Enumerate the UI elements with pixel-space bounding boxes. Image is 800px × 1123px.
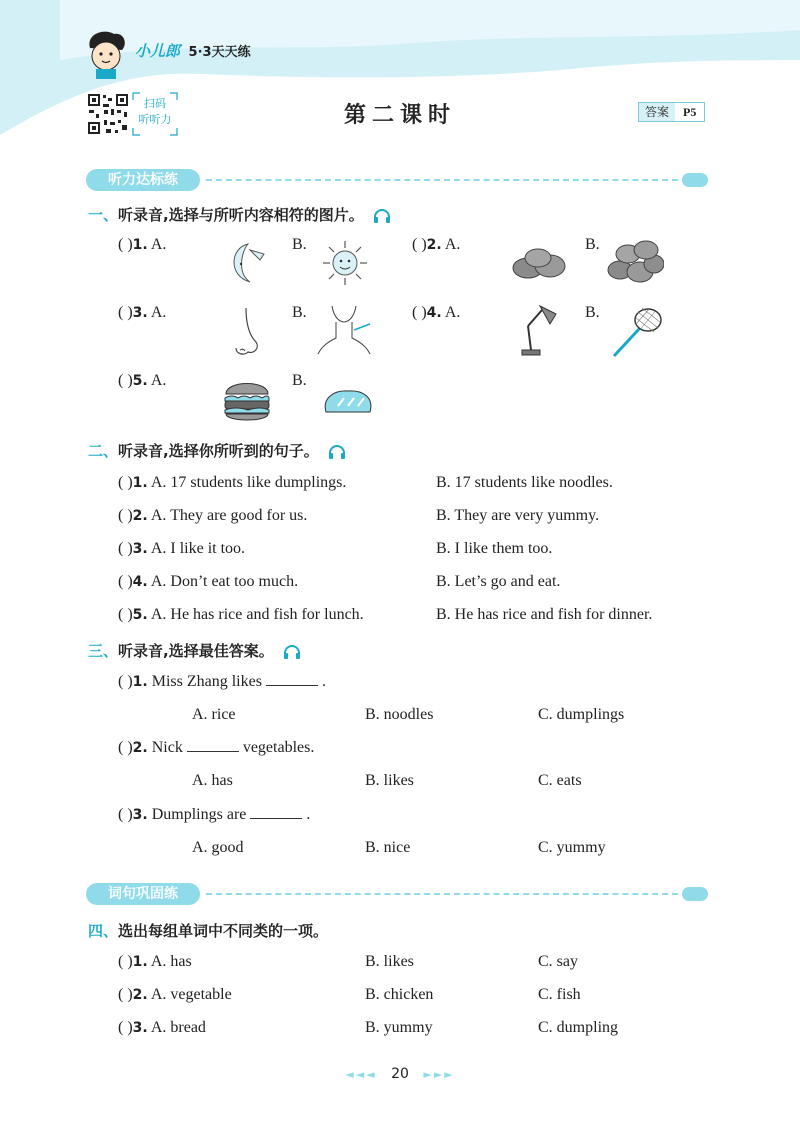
q4-item-2 xyxy=(118,986,232,1004)
fill-blank[interactable] xyxy=(250,806,302,819)
answer-bracket[interactable]: ( ) xyxy=(118,806,133,823)
question-2-title: 听录音,选择你所听到的句子。 xyxy=(118,442,319,460)
scan-line-1: 扫码 xyxy=(144,97,166,110)
question-2-number: 二、 xyxy=(88,442,119,460)
answer-bracket[interactable]: ( ) xyxy=(118,573,133,590)
item-number: 2. xyxy=(132,740,148,756)
option-b[interactable]: B. nice xyxy=(365,839,411,856)
option-a[interactable]: A. Don’t eat too much. xyxy=(150,573,299,590)
item-number: 5. xyxy=(132,373,148,389)
section-banner-vocab xyxy=(86,883,708,905)
option-c[interactable]: C. yummy xyxy=(538,839,606,856)
q2-item-4-b[interactable] xyxy=(436,573,560,591)
item-number: 3. xyxy=(132,305,148,321)
option-b[interactable]: B. xyxy=(292,304,307,321)
q3-item-3-stem xyxy=(118,806,310,824)
option-a[interactable]: A. rice xyxy=(192,706,236,723)
option-a[interactable]: A. bread xyxy=(150,1019,206,1036)
answer-bracket[interactable]: ( ) xyxy=(118,236,133,253)
question-4-number: 四、 xyxy=(88,922,119,940)
item-number: 3. xyxy=(132,807,148,823)
sun-icon xyxy=(320,238,370,288)
answer-label: 答案 xyxy=(639,103,675,121)
brand-name: 小儿郎 xyxy=(135,42,181,60)
answer-bracket[interactable]: ( ) xyxy=(118,986,133,1003)
q4-item-3-b[interactable] xyxy=(365,1019,433,1037)
question-1-number: 一、 xyxy=(88,206,119,224)
q4-item-3 xyxy=(118,1019,206,1037)
item-number: 2. xyxy=(426,237,442,253)
option-a[interactable]: A. vegetable xyxy=(150,986,232,1003)
section-title-vocab: 词句巩固练 xyxy=(86,883,200,905)
q3-item-1-a[interactable] xyxy=(192,706,236,724)
q4-item-2-b[interactable] xyxy=(365,986,433,1004)
option-c[interactable]: C. dumplings xyxy=(538,706,625,723)
hamburger-icon xyxy=(222,376,272,424)
answer-reference xyxy=(638,102,705,122)
option-a[interactable]: A. He has rice and fish for lunch. xyxy=(150,606,364,623)
banner-dash xyxy=(206,893,678,895)
q4-item-1 xyxy=(118,953,192,971)
stem-text: Nick xyxy=(151,739,183,756)
answer-bracket[interactable]: ( ) xyxy=(118,507,133,524)
question-1-heading xyxy=(88,204,391,225)
q3-item-2-a[interactable] xyxy=(192,772,233,790)
option-c[interactable]: C. eats xyxy=(538,772,582,789)
q1-item-4-b[interactable] xyxy=(585,304,600,322)
q3-item-2-b[interactable] xyxy=(365,772,414,790)
stem-text: Dumplings are xyxy=(151,806,247,823)
stem-end: vegetables. xyxy=(242,739,315,756)
option-a[interactable]: A. good xyxy=(192,839,244,856)
q1-item-2-b[interactable] xyxy=(585,236,600,254)
q3-item-2-stem xyxy=(118,739,314,757)
question-3-heading xyxy=(88,640,301,661)
question-2-heading xyxy=(88,440,346,461)
option-a[interactable]: A. 17 students like dumplings. xyxy=(150,474,347,491)
headphones-icon xyxy=(283,644,301,660)
potatoes-few-icon xyxy=(510,244,570,284)
page-number: 20 xyxy=(391,1066,409,1082)
q4-item-3-c[interactable] xyxy=(538,1019,618,1037)
answer-page: P5 xyxy=(683,105,697,119)
answer-bracket[interactable]: ( ) xyxy=(118,739,133,756)
item-number: 4. xyxy=(132,574,148,590)
mascot-boy-icon xyxy=(82,28,130,80)
q1-item-1 xyxy=(118,236,166,254)
option-b[interactable]: B. likes xyxy=(365,772,414,789)
section-title-listening: 听力达标练 xyxy=(86,169,200,191)
item-number: 1. xyxy=(132,475,148,491)
desk-lamp-icon xyxy=(516,304,560,358)
fill-blank[interactable] xyxy=(187,739,239,752)
option-b[interactable]: B. 17 students like noodles. xyxy=(436,474,613,491)
q4-item-1-b[interactable] xyxy=(365,953,414,971)
answer-bracket[interactable]: ( ) xyxy=(412,304,427,321)
stem-text: Miss Zhang likes xyxy=(151,673,262,690)
question-4-title: 选出每组单词中不同类的一项。 xyxy=(118,922,329,940)
q1-item-2 xyxy=(412,236,460,254)
option-b[interactable]: B. xyxy=(292,372,307,389)
option-a[interactable]: A. has xyxy=(192,772,233,789)
item-number: 4. xyxy=(426,305,442,321)
page-footer xyxy=(0,1066,800,1082)
moon-icon xyxy=(220,240,270,286)
q1-item-5 xyxy=(118,372,166,390)
scan-corner-brackets xyxy=(132,92,178,136)
q1-item-3-b[interactable] xyxy=(292,304,307,322)
option-b[interactable]: B. I like them too. xyxy=(436,540,553,557)
question-4-heading xyxy=(88,920,328,941)
q3-item-1-b[interactable] xyxy=(365,706,433,724)
stem-end: . xyxy=(306,806,311,823)
brand xyxy=(135,40,251,61)
option-b[interactable]: B. noodles xyxy=(365,706,434,723)
right-arrows-icon: ►►► xyxy=(423,1068,455,1081)
q1-item-4 xyxy=(412,304,460,322)
answer-bracket[interactable]: ( ) xyxy=(118,673,133,690)
question-3-title: 听录音,选择最佳答案。 xyxy=(118,642,274,660)
left-arrows-icon: ◄◄◄ xyxy=(345,1068,377,1081)
brand-series: 5·3天天练 xyxy=(188,45,251,60)
answer-bracket[interactable]: ( ) xyxy=(118,372,133,389)
section-banner-listening xyxy=(86,169,708,191)
scan-line-2: 听听力 xyxy=(138,113,172,126)
headphones-icon xyxy=(328,444,346,460)
q2-item-1-b[interactable] xyxy=(436,474,613,492)
q2-item-3 xyxy=(118,540,245,558)
q2-item-5-b[interactable] xyxy=(436,606,652,624)
q2-item-2 xyxy=(118,507,307,525)
bread-icon xyxy=(322,388,374,418)
q1-item-5-b[interactable] xyxy=(292,372,307,390)
q1-item-1-b[interactable] xyxy=(292,236,307,254)
potatoes-many-icon xyxy=(606,238,664,286)
headphones-icon xyxy=(373,208,391,224)
q3-item-3-c[interactable] xyxy=(538,839,606,857)
option-a[interactable]: A. They are good for us. xyxy=(150,507,308,524)
option-b[interactable]: B. xyxy=(292,236,307,253)
q2-item-4 xyxy=(118,573,298,591)
answer-bracket[interactable]: ( ) xyxy=(118,1019,133,1036)
answer-bracket[interactable]: ( ) xyxy=(118,953,133,970)
page-title: 第二课时 xyxy=(343,103,456,128)
answer-bracket[interactable]: ( ) xyxy=(118,474,133,491)
option-a[interactable]: A. xyxy=(150,372,167,389)
q3-item-3-b[interactable] xyxy=(365,839,410,857)
question-1-title: 听录音,选择与所听内容相符的图片。 xyxy=(118,206,364,224)
option-a[interactable]: A. has xyxy=(150,953,192,970)
option-b[interactable]: B. He has rice and fish for dinner. xyxy=(436,606,653,623)
option-c[interactable]: C. fish xyxy=(538,986,581,1003)
answer-bracket[interactable]: ( ) xyxy=(118,304,133,321)
item-number: 2. xyxy=(132,987,148,1003)
q2-item-1 xyxy=(118,474,346,492)
net-icon xyxy=(610,304,664,358)
q2-item-2-b[interactable] xyxy=(436,507,599,525)
nose-icon xyxy=(226,306,266,358)
option-b[interactable]: B. yummy xyxy=(365,1019,433,1036)
item-number: 1. xyxy=(132,954,148,970)
option-b[interactable]: B. They are very yummy. xyxy=(436,507,600,524)
q3-item-1-stem xyxy=(118,673,326,691)
option-b[interactable]: B. likes xyxy=(365,953,414,970)
option-b[interactable]: B. chicken xyxy=(365,986,434,1003)
q1-item-3 xyxy=(118,304,166,322)
banner-dash xyxy=(206,179,678,181)
option-a[interactable]: A. xyxy=(444,304,461,321)
banner-knob xyxy=(682,887,708,901)
qr-code-icon[interactable] xyxy=(86,92,130,136)
item-number: 2. xyxy=(132,508,148,524)
q2-item-3-b[interactable] xyxy=(436,540,552,558)
question-3-number: 三、 xyxy=(88,642,119,660)
q3-item-3-a[interactable] xyxy=(192,839,244,857)
item-number: 3. xyxy=(132,541,148,557)
option-a[interactable]: A. xyxy=(150,304,167,321)
option-b[interactable]: B. xyxy=(585,304,600,321)
q4-item-1-c[interactable] xyxy=(538,953,578,971)
q2-item-5 xyxy=(118,606,364,624)
option-b[interactable]: B. Let’s go and eat. xyxy=(436,573,561,590)
answer-bracket[interactable]: ( ) xyxy=(412,236,427,253)
answer-bracket[interactable]: ( ) xyxy=(118,606,133,623)
option-c[interactable]: C. dumpling xyxy=(538,1019,619,1036)
option-a[interactable]: A. xyxy=(444,236,461,253)
option-c[interactable]: C. say xyxy=(538,953,578,970)
item-number: 1. xyxy=(132,237,148,253)
q3-item-2-c[interactable] xyxy=(538,772,582,790)
q4-item-2-c[interactable] xyxy=(538,986,581,1004)
stem-end: . xyxy=(321,673,326,690)
item-number: 3. xyxy=(132,1020,148,1036)
fill-blank[interactable] xyxy=(266,673,318,686)
option-a[interactable]: A. I like it too. xyxy=(150,540,246,557)
q3-item-1-c[interactable] xyxy=(538,706,624,724)
option-a[interactable]: A. xyxy=(150,236,167,253)
banner-knob xyxy=(682,173,708,187)
item-number: 5. xyxy=(132,607,148,623)
neck-icon xyxy=(316,304,372,356)
option-b[interactable]: B. xyxy=(585,236,600,253)
item-number: 1. xyxy=(132,674,148,690)
answer-bracket[interactable]: ( ) xyxy=(118,540,133,557)
